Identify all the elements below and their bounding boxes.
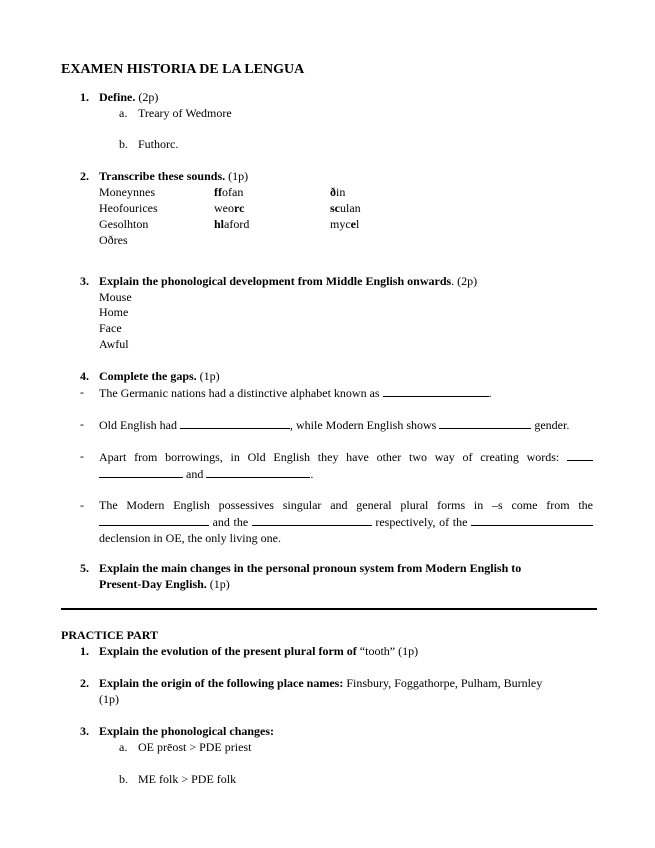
gap-text: and the — [209, 515, 252, 529]
q5-heading-cont: Present-Day English. — [99, 577, 207, 591]
p1-number: 1. — [80, 644, 89, 658]
transcribe-word — [214, 184, 243, 200]
blank-line[interactable] — [567, 448, 593, 461]
word-rest: ulan — [340, 201, 361, 215]
q3-prompt — [99, 273, 477, 289]
gap-text: gender. — [531, 418, 570, 432]
transcribe-word — [214, 216, 249, 232]
q3-number: 3. — [80, 274, 89, 288]
gap-text: , while Modern English shows — [290, 418, 440, 432]
transcribe-word — [330, 216, 359, 232]
blank-line[interactable] — [439, 416, 531, 429]
gap-text: and — [183, 467, 207, 481]
p3-heading: Explain the phonological changes: — [99, 724, 275, 738]
p3-item-text: ME folk > PDE folk — [138, 772, 237, 786]
q4-prompt — [99, 368, 220, 384]
gap-text: declension in OE, the only living one. — [99, 531, 281, 545]
gap-sentence-4 — [99, 497, 593, 546]
p2-rest: Finsbury, Foggathorpe, Pulham, Burnley — [343, 676, 543, 690]
transcribe-word: Gesolhton — [99, 217, 149, 231]
highlighted-letters: hl — [214, 217, 225, 231]
q1-points: (2p) — [135, 90, 159, 104]
q2-points: (1p) — [225, 169, 249, 183]
p3-item-marker: a. — [119, 740, 128, 754]
highlighted-letters: rc — [234, 201, 245, 215]
highlighted-letters: sc — [330, 201, 340, 215]
practice-title: PRACTICE PART — [61, 628, 159, 642]
q1-prompt — [99, 89, 158, 105]
highlighted-letters: e — [350, 217, 356, 231]
exam-title: EXAMEN HISTORIA DE LA LENGUA — [61, 62, 305, 77]
q2-prompt — [99, 168, 248, 184]
q5-prompt-line2 — [99, 576, 230, 592]
p3-number: 3. — [80, 724, 89, 738]
gap-dash: - — [80, 417, 84, 431]
q4-points: (1p) — [196, 369, 220, 383]
p2-prompt — [99, 675, 542, 691]
blank-line[interactable] — [180, 416, 290, 429]
blank-line[interactable] — [252, 513, 372, 526]
p1-heading: Explain the evolution of the present plural form of — [99, 644, 357, 658]
p1-prompt — [99, 643, 418, 659]
gap-text: . — [310, 467, 314, 481]
p3-item-text: OE prēost > PDE priest — [138, 740, 252, 754]
transcribe-word — [214, 200, 244, 216]
word-rest: l — [356, 217, 360, 231]
gap-sentence-2 — [99, 416, 569, 433]
gap-text: The Germanic nations had a distinctive alphabet known as — [99, 386, 383, 400]
word-rest: ofan — [222, 185, 244, 199]
q1-item-text: Treary of Wedmore — [138, 106, 232, 120]
blank-line[interactable] — [206, 465, 310, 478]
q2-heading: Transcribe these sounds. — [99, 169, 226, 183]
transcribe-word — [330, 200, 361, 216]
development-word: Awful — [99, 337, 129, 351]
gap-dash: - — [80, 449, 84, 463]
section-divider — [61, 608, 597, 610]
q5-number: 5. — [80, 561, 89, 575]
transcribe-word: Oðres — [99, 233, 128, 247]
transcribe-word: Moneynnes — [99, 185, 155, 199]
p2-heading: Explain the origin of the following place names: — [99, 676, 344, 690]
development-word: Home — [99, 305, 129, 319]
p2-points: (1p) — [99, 692, 119, 706]
development-word: Mouse — [99, 290, 132, 304]
p2-number: 2. — [80, 676, 89, 690]
q1-number: 1. — [80, 90, 89, 104]
blank-line[interactable] — [383, 384, 489, 397]
q1-item-marker: a. — [119, 106, 128, 120]
word-rest: in — [336, 185, 346, 199]
highlighted-letters: ð — [330, 185, 336, 199]
p3-item-marker: b. — [119, 772, 128, 786]
gap-text: respectively, of the — [371, 515, 471, 529]
q3-heading: Explain the phonological development from Middle English onwards — [99, 274, 452, 288]
q4-heading: Complete the gaps. — [99, 369, 197, 383]
word-rest: aford — [224, 217, 250, 231]
p1-rest: “tooth” (1p) — [356, 644, 419, 658]
q5-heading: Explain the main changes in the personal pronoun system from Modern English to — [99, 561, 522, 575]
gap-dash: - — [80, 385, 84, 399]
q1-item-text: Futhorc. — [138, 137, 179, 151]
transcribe-word: Heofourices — [99, 201, 158, 215]
development-word: Face — [99, 321, 122, 335]
blank-line[interactable] — [99, 513, 209, 526]
gap-text: Old English had — [99, 418, 180, 432]
q3-points: . (2p) — [451, 274, 478, 288]
word-rest: weo — [214, 201, 234, 215]
q1-heading: Define. — [99, 90, 136, 104]
blank-line[interactable] — [99, 465, 183, 478]
gap-text: The Modern English possessives singular and general plural forms in –s come from the — [99, 498, 593, 512]
q2-number: 2. — [80, 169, 89, 183]
gap-text: . — [488, 386, 492, 400]
q1-item-marker: b. — [119, 137, 128, 151]
q5-points: (1p) — [206, 577, 230, 591]
transcribe-word — [330, 184, 345, 200]
blank-line[interactable] — [471, 513, 593, 526]
gap-text: Apart from borrowings, in Old English they have other two way of creating words: — [99, 450, 567, 464]
gap-sentence-3 — [99, 448, 593, 482]
highlighted-letters: ff — [214, 185, 222, 199]
q4-number: 4. — [80, 369, 89, 383]
word-rest: myc — [330, 217, 351, 231]
gap-sentence-1 — [99, 384, 492, 401]
gap-dash: - — [80, 498, 84, 512]
